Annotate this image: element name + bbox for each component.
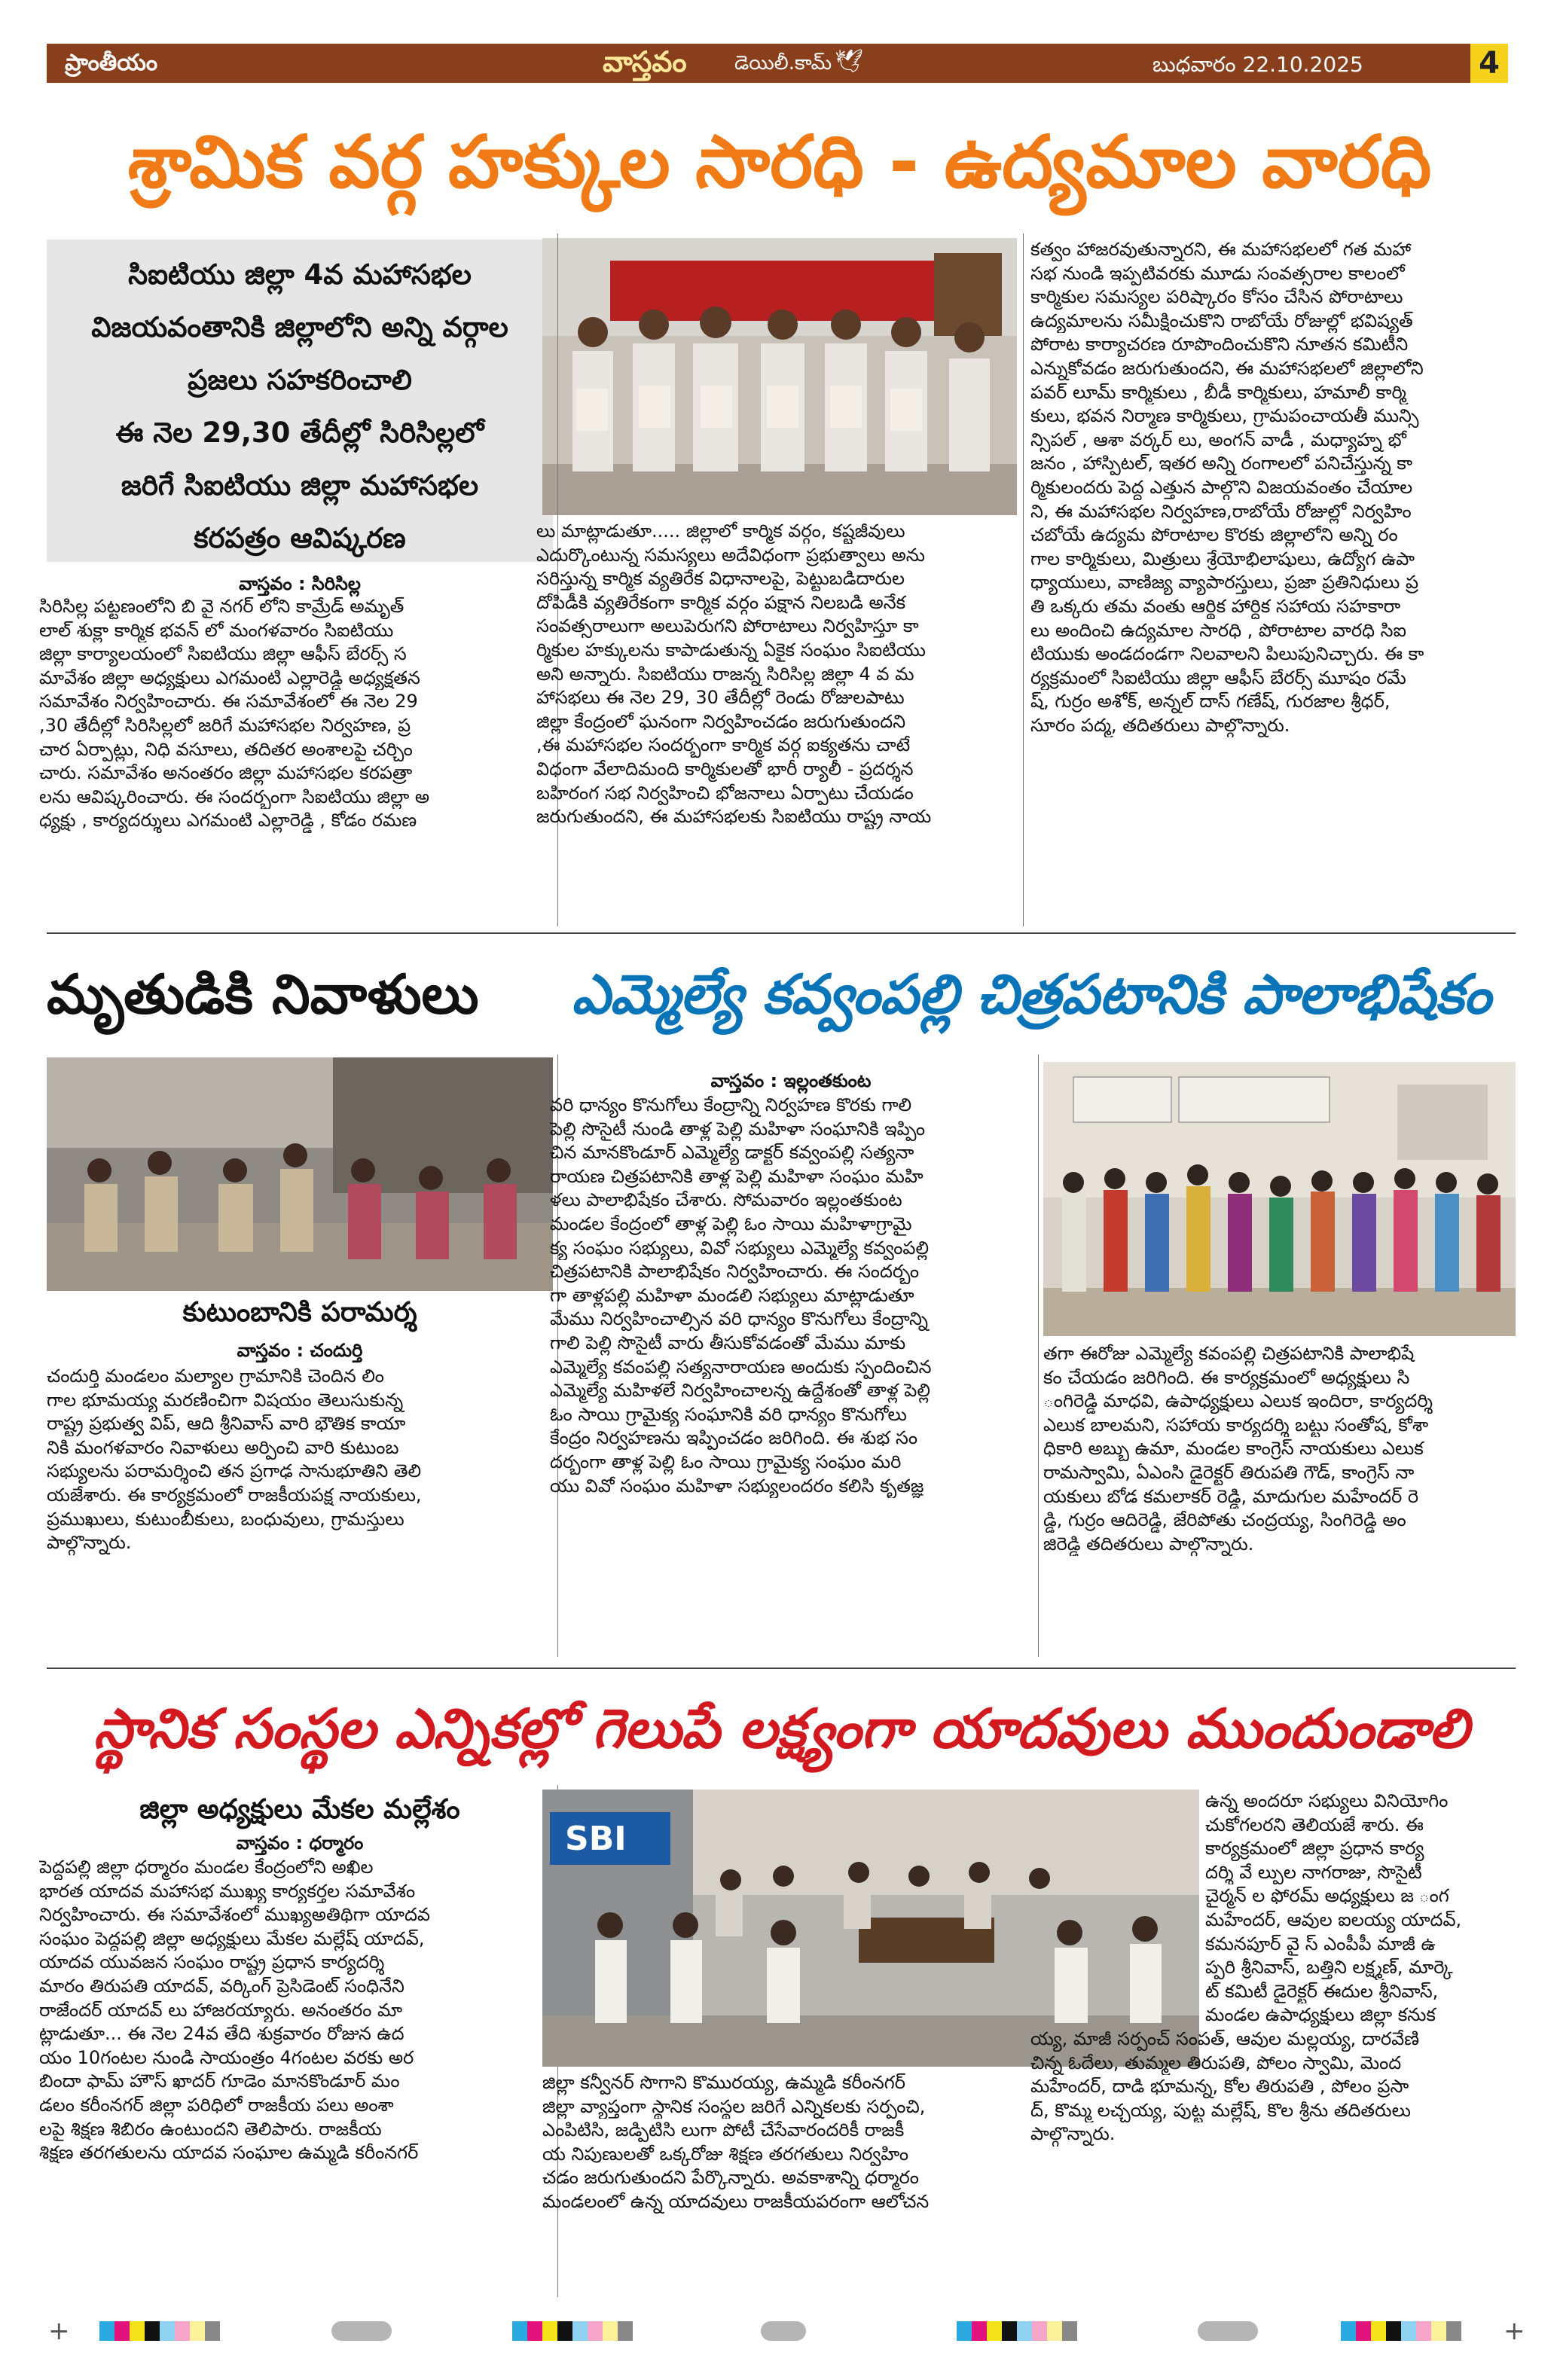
color-calibration-strip <box>1341 2321 1461 2341</box>
dove-icon: 🕊 <box>835 48 864 75</box>
text-line: ంగిరెడ్డి మాధవి, ఉపాధ్యక్షులు ఎలుక ఇందిరా, కార్యదర్శి <box>1043 1390 1433 1412</box>
text-line: హాసభలు ఈ నెల 29, 30 తేదీల్లో రెండు రోజులపాటు <box>536 687 905 709</box>
text-line: ఎదుర్కొంటున్న సమస్యలు అదేవిధంగా ప్రభుత్వాలు అను <box>536 544 925 566</box>
text-line: కార్మికుల సమస్యల పరిష్కారం కోసం చేసిన పోరాటాలు <box>1030 286 1403 308</box>
text-line: లను ఆవిష్కరించారు. ఈ సందర్భంగా సిఐటియు జిల్లా అ <box>39 786 430 807</box>
registration-pill <box>761 2321 806 2341</box>
text-line: చార ఏర్పాట్లు, నిధి వసూలు, తదితర అంశాలపై చర్చిం <box>39 738 413 760</box>
text-line: బిందా ఫామ్ హౌస్ ఖాదర్ గూడెం మానకొండూర్ మం <box>39 2070 400 2092</box>
text-line: పాల్గొన్నారు. <box>1030 2123 1116 2145</box>
story3-column1 <box>550 1094 1032 1498</box>
color-calibration-strip <box>957 2321 1077 2341</box>
text-line: యం 10గంటల నుండి సాయంత్రం 4గంటల వరకు అర <box>39 2046 414 2068</box>
text-line: ఎమ్మెల్యే మహిళలే నిర్వహించాలన్న ఉద్దేశంతో తాళ్ల పెల్లి <box>550 1380 930 1402</box>
registration-mark: + <box>48 2316 70 2346</box>
text-line: ఎలుక బాలమని, సహాయ కార్యదర్శి బట్టు సంతోష, కోశా <box>1043 1414 1429 1436</box>
issue-date: బుధవారం 22.10.2025 <box>1152 52 1363 77</box>
text-line: జిల్లా కార్యాలయంలో సిఐటియు జిల్లా ఆఫీస్ బేరర్స్ స <box>39 643 407 665</box>
text-line: జిల్లా కేంద్రంలో ఘనంగా నిర్వహించడం జరుగుతుందని <box>536 710 906 732</box>
text-line: సమావేశం నిర్వహించారు. ఈ సమావేశంలో ఈ నెల 29 <box>39 691 418 712</box>
text-line: లు అందించి ఉద్యమాల సారధి , పోరాటాల వారధి సిఐ <box>1030 619 1406 641</box>
text-line: ఉద్యమాలను సమీక్షించుకొని రాబోయే రోజుల్లో భవిష్యత్ <box>1030 310 1413 331</box>
headline-story1: శ్రామిక వర్గ హక్కుల సారధి - ఉద్యమాల వారధి <box>127 120 1432 204</box>
text-line: చబోయే ఉద్యమ పోరాటాల కొరకు జిల్లాలోని అన్ని రం <box>1030 524 1398 546</box>
text-line: ప్పరి శ్రీనివాస్, బత్తిని లక్ష్మణ్, మార్కె <box>1205 1957 1453 1979</box>
text-line: నిర్వహించారు. ఈ సమావేశంలో ముఖ్యఅతిథిగా యాదవ <box>39 1904 430 1926</box>
highlight-line: ఈ నెల 29,30 తేదీల్లో సిరిసిల్లలో <box>115 416 484 449</box>
text-line: పవర్ లూమ్ కార్మికులు , బీడీ కార్మికులు, హమాలీ కార్మి <box>1030 381 1407 403</box>
text-line: ట్లాడుతూ... ఈ నెల 24వ తేది శుక్రవారం రోజున ఉద <box>39 2023 405 2045</box>
color-calibration-strip <box>99 2321 220 2341</box>
milk-abhishekam-photo <box>1043 1062 1516 1336</box>
registration-pill <box>1198 2321 1258 2341</box>
section-divider <box>47 1668 1516 1669</box>
story1-column2 <box>536 520 1018 829</box>
dateline-story4: వాస్తవం : ధర్మారం <box>236 1832 364 1854</box>
column-divider <box>1038 1054 1039 1657</box>
text-line: బహిరంగ సభ నిర్వహించి భోజనాలు ఏర్పాటు చేయడం <box>536 782 914 804</box>
text-line: మండల ఉపాధ్యక్షులు జిల్లా కనుక <box>1205 2004 1436 2026</box>
registration-mark: + <box>1504 2316 1525 2346</box>
text-line: ప్రముఖులు, కుటుంబీకులు, బంధువులు, గ్రామస్తులు <box>47 1508 405 1530</box>
subheadline-story2: కుటుంబానికి పరామర్శ <box>182 1297 417 1328</box>
text-line: ష్, గుర్రం అశోక్, అన్నల్ దాస్ గణేష్, గురజాల శ్రీధర్, <box>1030 691 1391 712</box>
text-line: గాలి పెల్లి సొసైటీ వారు తీసుకోవడంతో మేము మాకు <box>550 1332 906 1353</box>
text-line: కత్వం హాజరవుతున్నారని, ఈ మహాసభలలో గత మహా <box>1030 239 1412 260</box>
text-line: శిక్షణ తరగతులను యాదవ సంఘాల ఉమ్మడి కరీంనగర్ <box>39 2142 419 2164</box>
pamphlet-release-photo <box>542 238 1017 515</box>
text-line: మేము నిర్వహించాల్సిన వరి ధాన్యం కొనుగోలు కేంద్రాన్ని <box>550 1308 928 1330</box>
text-line: కమనపూర్ వై స్ ఎంపీపీ మాజీ ఉ <box>1205 1933 1436 1954</box>
text-line: చడం జరుగుతుందని పేర్కొన్నారు. అవకాశాన్ని ధర్మారం <box>542 2167 919 2189</box>
text-line: గాల కార్మికులు, మిత్రులు శ్రేయోభిలాషులు, ఉద్యోగ ఉపా <box>1030 548 1415 569</box>
highlight-line: జరిగే సిఐటియు జిల్లా మహాసభల <box>121 469 479 502</box>
text-line: న్సిపల్ , ఆశా వర్కర్ లు, అంగన్ వాడీ , మధ్యాహ్న భో <box>1030 429 1406 450</box>
highlight-text <box>47 249 553 565</box>
text-line: డలం కరీంనగర్ జిల్లా పరిధిలో రాజకీయ పలు అంశా <box>39 2094 394 2116</box>
text-line: భారత యాదవ మహాసభ ముఖ్య కార్యకర్తల సమావేశం <box>39 1880 416 1902</box>
text-line: పోరాట కార్యాచరణ రూపొందించుకొని నూతన కమిటీని <box>1030 334 1409 355</box>
text-line: ద్, కొమ్మ లచ్చయ్య, పుట్ట మల్లేష్, కొల శ్రీను తదితరులు <box>1030 2099 1411 2121</box>
text-line: మావేశం జిల్లా అధ్యక్షులు ఎగమంటి ఎల్లారెడ్డి అధ్యక్షతన <box>39 667 420 688</box>
highlight-line: విజయవంతానికి జిల్లాలోని అన్ని వర్గాల <box>91 311 508 343</box>
text-line: చిన్న ఓదేలు, తుమ్మల తిరుపతి, పోలం స్వామి, మెంద <box>1030 2052 1402 2073</box>
text-line: ,30 తేదీల్లో సిరిసిల్లలో జరిగే మహాసభల నిర్వహణ, ప్ర <box>39 714 411 736</box>
text-line: తి ఒక్కరు తమ వంతు ఆర్థిక హార్దిక సహాయ సహకారా <box>1030 595 1401 617</box>
text-line: ఓం సాయి గ్రామైక్య సంఘానికి వరి ధాన్యం కొనుగోలు <box>550 1403 907 1425</box>
text-line: సభ నుండి ఇప్పటివరకు మూడు సంవత్సరాల కాలంలో <box>1030 262 1405 284</box>
subheadline-story4: జిల్లా అధ్యక్షులు మేకల మల్లేశం <box>139 1794 460 1825</box>
text-line: జనం , హాస్పిటల్, ఇతర అన్ని రంగాలలో పనిచేస్తున్న కా <box>1030 453 1413 474</box>
text-line: ధ్యక్షు , కార్యదర్శులు ఎగమంటి ఎల్లారెడ్డి , కోడం రమణ <box>39 810 417 831</box>
text-line: చందుర్తి మండలం మల్యాల గ్రామానికి చెందిన లిం <box>47 1365 384 1387</box>
text-line: లాల్ శుక్లా కార్మిక భవన్ లో మంగళవారం సిఐటియు <box>39 619 394 641</box>
headline-story4: స్థానిక సంస్థల ఎన్నికల్లో గెలుపే లక్ష్యంగా యాదవులు ముందుండాలి <box>93 1697 1469 1760</box>
text-line: కేంద్రం నిర్వహణను ఇప్పించడం జరిగింది. ఈ శుభ సం <box>550 1427 917 1449</box>
text-line: య్య, మాజీ సర్పంచ్ సంపత్, ఆవుల మల్లయ్య, దారవేణి <box>1030 2028 1420 2049</box>
text-line: తగా ఈరోజు ఎమ్మెల్యే కవంపల్లి చిత్రపటానికి పాలాభిషే <box>1043 1343 1415 1364</box>
text-line: ధ్యాయులు, వాణిజ్య వ్యాపారస్తులు, ప్రజా ప్రతినిధులు ప్ర <box>1030 572 1419 593</box>
text-line: ర్మికుల హక్కులను కాపాడుతున్న ఏకైక సంఘం సిఐటియు <box>536 639 926 661</box>
story4-column3b <box>1030 2028 1516 2147</box>
text-line: కం చేయడం జరిగింది. ఈ కార్యక్రమంలో అధ్యక్షులు సి <box>1043 1366 1410 1388</box>
text-line: మండల కేంద్రంలో తాళ్ల పెల్లి ఓం సాయి మహిళాగ్రామై <box>550 1213 912 1234</box>
text-line: చైర్మన్ ల ఫోరమ్ అధ్యక్షులు జ ంగ <box>1205 1885 1449 1907</box>
text-line: జిరెడ్డి తదితరులు పాల్గొన్నారు. <box>1043 1533 1254 1555</box>
text-line: చిన మానకొండూర్ ఎమ్మెల్యే డాక్టర్ కవ్వంపల్లి సత్యనా <box>550 1142 914 1164</box>
text-line: సభ్యులను పరామర్శించి తన ప్రగాఢ సానుభూతిని తెలి <box>47 1460 422 1482</box>
text-line: గా తాళ్లపల్లి మహిళా మండలి సభ్యులు మాట్లాడుతూ <box>550 1284 914 1306</box>
text-line: ఎమ్మెల్యే కవంపల్లి సత్యనారాయణ అందుకు స్పందించిన <box>550 1356 932 1378</box>
text-line: దర్భంగా తాళ్ల పెల్లి ఓం సాయి గ్రామైక్య సంఘం మరి <box>550 1451 902 1472</box>
text-line: జరుగుతుందని, ఈ మహాసభలకు సిఐటియు రాష్ట్ర నాయ <box>536 806 932 828</box>
text-line: ,ఈ మహాసభల సందర్భంగా కార్మిక వర్గ ఐక్యతను చాటే <box>536 734 911 756</box>
text-line: నికి మంగళవారం నివాళులు అర్పించి వారి కుటుంబ <box>47 1436 399 1458</box>
text-line: చుకోగలరని తెలియజే శారు. ఈ <box>1205 1814 1424 1835</box>
text-line: మారం తిరుపతి యాదవ్, వర్కింగ్ ప్రెసిడెంట్ సంధినేని <box>39 1975 405 1997</box>
dateline-story3: వాస్తవం : ఇల్లంతకుంట <box>710 1070 872 1091</box>
highlight-line: కరపత్రం ఆవిష్కరణ <box>194 522 406 554</box>
text-line: ధికారి అబ్బు ఉమా, మండల కాంగ్రెస్ నాయకులు ఎలుక <box>1043 1438 1424 1460</box>
condolence-visit-photo <box>47 1057 553 1291</box>
text-line: ఎన్నుకోవడం జరుగుతుందని, ఈ మహాసభలలో జిల్లాలోని <box>1030 357 1424 379</box>
text-line: యాదవ యువజన సంఘం రాష్ట్ర ప్రధాన కార్యదర్శి <box>39 1951 385 1973</box>
text-line: సరిస్తున్న కార్మిక వ్యతిరేక విధానాలపై, పెట్టుబడిదారుల <box>536 568 905 590</box>
text-line: ట్ కమిటీ డైరెక్టర్ ఈదుల శ్రీనివాస్, <box>1205 1980 1439 2002</box>
text-line: కులు, భవన నిర్మాణ కార్మికులు, గ్రామపంచాయతీ మున్సి <box>1030 405 1419 427</box>
text-line: యు వివో సంఘం మహిళా సభ్యులందరం కలిసి కృతజ్ఞ <box>550 1475 924 1497</box>
text-line: అని అన్నారు. సిఐటియు రాజన్న సిరిసిల్ల జిల్లా 4 వ మ <box>536 663 914 685</box>
text-line: పాల్గొన్నారు. <box>47 1532 132 1554</box>
text-line: సిరిసిల్ల పట్టణంలోని బి వై నగర్ లోని కామ్రేడ్ అమృత్ <box>39 596 405 617</box>
text-line: ళలు పాలాభిషేకం చేశారు. సోమవారం ఇల్లంతకుంట <box>550 1189 902 1211</box>
story4-column1 <box>39 1856 551 2165</box>
column-divider <box>1023 233 1024 926</box>
text-line: విధంగా వేలాదిమంది కార్మికులతో భారీ ర్యాలీ - ప్రదర్శన <box>536 758 914 780</box>
text-line: లపై శిక్షణ శిబిరం ఉంటుందని తెలిపారు. రాజకీయ <box>39 2118 382 2140</box>
text-line: రాయణ చిత్రపటానికి తాళ్ల పెల్లి మహిళా సంఘం మహి <box>550 1165 924 1187</box>
page-number: 4 <box>1470 44 1508 83</box>
text-line: మండలంలో ఉన్న యాదవులు రాజకీయపరంగా ఆలోచన <box>542 2190 930 2212</box>
story1-column1 <box>39 595 551 833</box>
story4-column3a <box>1205 1790 1516 2028</box>
brand-name: వాస్తవం <box>603 45 687 78</box>
text-line: ఎంపిటిసి, జడ్పిటిసి లుగా పోటీ చేసేవారందరికీ రాజకీ <box>542 2119 905 2141</box>
text-line: వరి ధాన్యం కొనుగోలు కేంద్రాన్ని నిర్వహణ కొరకు గాలి <box>550 1094 912 1115</box>
sbi-sign-text: SBI <box>565 1820 627 1858</box>
text-line: సూరం పద్మ, తదితరులు పాల్గొన్నారు. <box>1030 714 1290 736</box>
text-line: సంఘం పెద్దపల్లి జిల్లా అధ్యక్షులు మేకల మల్లేష్ యాదవ్, <box>39 1927 425 1949</box>
text-line: చారు. సమావేశం అనంతరం జిల్లా మహాసభల కరపత్రా <box>39 762 413 784</box>
text-line: రాజేందర్ యాదవ్ లు హాజరయ్యారు. అనంతరం మా <box>39 1999 403 2021</box>
color-calibration-strip <box>512 2321 633 2341</box>
section-divider <box>47 932 1516 934</box>
text-line: పెద్దపల్లి జిల్లా ధర్మారం మండల కేంద్రంలోని అఖిల <box>39 1857 374 1878</box>
text-line: యకులు బోడ కమలాకర్ రెడ్డి, మాదుగుల మహేందర్ రె <box>1043 1485 1419 1507</box>
text-line: గాల భూమయ్య మరణించిగా విషయం తెలుసుకున్న <box>47 1389 404 1411</box>
text-line: య నిపుణులతో ఒక్కరోజు శిక్షణ తరగతులు నిర్వహిం <box>542 2143 909 2165</box>
text-line: ఉన్న అందరూ సభ్యులు వినియోగిం <box>1205 1790 1449 1811</box>
text-line: సంవత్సరాలుగా అలుపెరుగని పోరాటాలు నిర్వహిస్తూ కా <box>536 615 919 637</box>
text-line: లు మాట్లాడుతూ..... జిల్లాలో కార్మిక వర్గం, కష్టజీవులు <box>536 520 905 542</box>
dateline-story1: వాస్తవం : సిరిసిల్ల <box>239 573 361 594</box>
text-line: ర్యక్రమంలో సిఐటియు జిల్లా ఆఫీస్ బేరర్స్ మూషం రమే <box>1030 667 1406 688</box>
text-line: జిల్లా కన్వీనర్ సొగాని కొమురయ్య, ఉమ్మడి కరీంనగర్ <box>542 2072 905 2093</box>
text-line: దర్శి వే ల్పుల నాగరాజు, సొసైటీ <box>1205 1861 1422 1883</box>
text-line: పెల్లి సొసైటీ నుండి తాళ్ల పెల్లి మహిళా సంఘానికి ఇప్పిం <box>550 1118 926 1140</box>
section-label: ప్రాంతీయం <box>65 50 158 76</box>
dateline-story2: వాస్తవం : చందుర్తి <box>237 1340 363 1361</box>
text-line: కార్యక్రమంలో జిల్లా ప్రధాన కార్య <box>1205 1838 1424 1860</box>
text-line: రామస్వామి, ఏఎంసి డైరెక్టర్ తిరుపతి గౌడ్, కాంగ్రెస్ నా <box>1043 1461 1415 1483</box>
highlight-line: సిఐటియు జిల్లా 4వ మహాసభల <box>128 258 472 291</box>
story3-column2 <box>1043 1342 1516 1556</box>
text-line: క్య సంఘం సభ్యులు, వివో సభ్యులు ఎమ్మెల్యే కవ్వంపల్లి <box>550 1237 930 1259</box>
text-line: రాష్ట్ర ప్రభుత్వ విప్, ఆది శ్రీనివాస్ వారి భౌతిక కాయా <box>47 1413 406 1435</box>
highlight-line: ప్రజలు సహకరించాలి <box>188 364 412 396</box>
text-line: యజేశారు. ఈ కార్యక్రమంలో రాజకీయపక్ష నాయకులు, <box>47 1484 422 1506</box>
registration-pill <box>331 2321 392 2341</box>
text-line: మహేందర్, ఆవుల ఐలయ్య యాదవ్, <box>1205 1909 1462 1930</box>
text-line: మహేందర్, దాడి భూమన్న, కోల తిరుపతి , పోలం ప్రసా <box>1030 2076 1409 2098</box>
text-line: జిల్లా వ్యాప్తంగా స్థానిక సంస్థల జరిగే ఎన్నికలకు సర్పంచి, <box>542 2095 926 2117</box>
text-line: ని, ఈ మహాసభల నిర్వహణ,రాబోయే రోజుల్లో నిర్వహిం <box>1030 500 1412 522</box>
text-line: ర్మికులందరు పెద్ద ఎత్తున పాల్గొని విజయవంతం చేయాల <box>1030 476 1413 498</box>
text-line: దోపిడీకి వ్యతిరేకంగా కార్మిక వర్గం పక్షాన నిలబడి అనేక <box>536 591 906 613</box>
headline-story3: ఎమ్మెల్యే కవ్వంపల్లి చిత్రపటానికి పాలాభిషేకం <box>571 963 1491 1026</box>
brand-subtitle: డెయిలీ.కామ్ <box>734 52 832 75</box>
headline-story2: మృతుడికి నివాళులు <box>47 963 479 1026</box>
text-line: టియుకు అండదండగా నిలవాలని పిలుపునిచ్చారు. ఈ కా <box>1030 643 1424 665</box>
text-line: చిత్రపటానికి పాలాభిషేకం నిర్వహించారు. ఈ సందర్భం <box>550 1261 920 1283</box>
story2-column <box>47 1365 553 1555</box>
yadava-meeting-photo <box>542 1790 1199 2067</box>
story1-column3 <box>1030 238 1516 737</box>
text-line: డ్డి, గుర్రం ఆదిరెడ్డి, జేరిపోతు చంద్రయ్య, సింగిరెడ్డి అం <box>1043 1509 1406 1531</box>
